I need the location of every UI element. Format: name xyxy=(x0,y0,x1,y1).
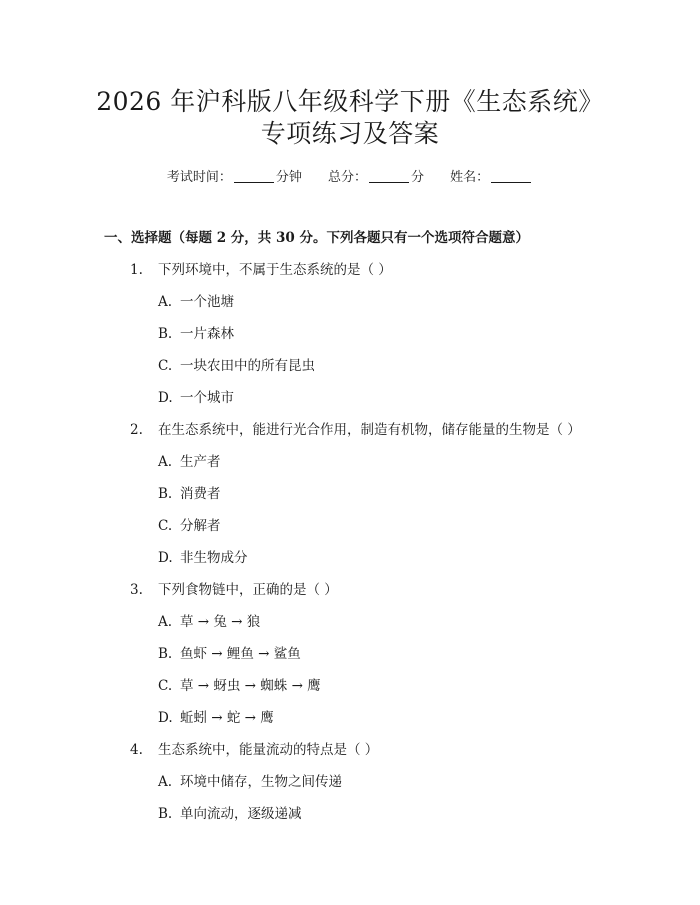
section-heading: 一、选择题（每题 2 分，共 30 分。下列各题只有一个选项符合题意） xyxy=(104,230,529,246)
option-text: 草 → 蚜虫 → 蜘蛛 → 鹰 xyxy=(180,678,321,694)
option-text: 一个池塘 xyxy=(180,294,234,310)
option-letter: C. xyxy=(158,518,173,534)
option-letter: A. xyxy=(158,294,173,310)
question-3 xyxy=(130,580,338,600)
option-1d xyxy=(158,388,234,408)
option-letter: A. xyxy=(158,614,173,630)
option-text: 分解者 xyxy=(180,518,221,534)
option-2b xyxy=(158,484,221,504)
option-letter: B. xyxy=(158,646,173,662)
question-number: 1. xyxy=(130,262,143,278)
option-text: 单向流动，逐级递减 xyxy=(180,806,302,822)
question-1 xyxy=(130,260,392,280)
option-3d xyxy=(158,708,274,728)
exam-meta xyxy=(0,168,700,188)
question-number: 4. xyxy=(130,742,143,758)
option-text: 生产者 xyxy=(180,454,221,470)
option-text: 一块农田中的所有昆虫 xyxy=(180,358,315,374)
option-letter: C. xyxy=(158,678,173,694)
page-title-line1: 2026 年沪科版八年级科学下册《生态系统》 xyxy=(96,87,604,116)
exam-time xyxy=(167,170,302,185)
exam-score xyxy=(328,170,424,185)
name-blank xyxy=(491,168,531,183)
time-label: 考试时间： xyxy=(166,170,232,185)
question-number: 3. xyxy=(130,582,143,598)
option-letter: C. xyxy=(158,358,173,374)
score-unit: 分 xyxy=(411,170,425,185)
option-letter: A. xyxy=(158,454,173,470)
option-3c xyxy=(158,676,321,696)
question-2 xyxy=(130,420,581,440)
option-letter: B. xyxy=(158,486,173,502)
option-1a xyxy=(158,292,234,312)
question-number: 2. xyxy=(130,422,143,438)
option-letter: D. xyxy=(158,710,173,726)
page-title-line2: 专项练习及答案 xyxy=(260,119,440,148)
option-text: 环境中储存，生物之间传递 xyxy=(180,774,342,790)
option-letter: B. xyxy=(158,806,173,822)
time-unit: 分钟 xyxy=(275,170,302,185)
option-letter: D. xyxy=(158,390,173,406)
option-text: 一片森林 xyxy=(180,326,234,342)
name-label: 姓名： xyxy=(450,170,490,185)
option-3a xyxy=(158,612,260,632)
option-letter: B. xyxy=(158,326,173,342)
option-text: 草 → 兔 → 狼 xyxy=(180,614,261,630)
question-text: 下列环境中，不属于生态系统的是（ ） xyxy=(158,262,392,278)
question-4 xyxy=(130,740,378,760)
option-letter: A. xyxy=(158,774,173,790)
score-label: 总分： xyxy=(327,170,367,185)
score-blank xyxy=(369,168,409,183)
question-text: 下列食物链中，正确的是（ ） xyxy=(158,582,338,598)
option-text: 消费者 xyxy=(180,486,221,502)
option-2d xyxy=(158,548,248,568)
option-text: 非生物成分 xyxy=(180,550,248,566)
option-text: 一个城市 xyxy=(180,390,234,406)
option-letter: D. xyxy=(158,550,173,566)
time-blank xyxy=(234,168,274,183)
student-name xyxy=(450,170,533,185)
option-2c xyxy=(158,516,221,536)
question-text: 在生态系统中，能进行光合作用，制造有机物，储存能量的生物是（ ） xyxy=(158,422,581,438)
question-text: 生态系统中，能量流动的特点是（ ） xyxy=(158,742,379,758)
option-text: 鱼虾 → 鲤鱼 → 鲨鱼 xyxy=(180,646,301,662)
option-3b xyxy=(158,644,301,664)
option-1c xyxy=(158,356,315,376)
option-4a xyxy=(158,772,342,792)
option-1b xyxy=(158,324,234,344)
option-2a xyxy=(158,452,221,472)
option-text: 蚯蚓 → 蛇 → 鹰 xyxy=(180,710,274,726)
option-4b xyxy=(158,804,302,824)
